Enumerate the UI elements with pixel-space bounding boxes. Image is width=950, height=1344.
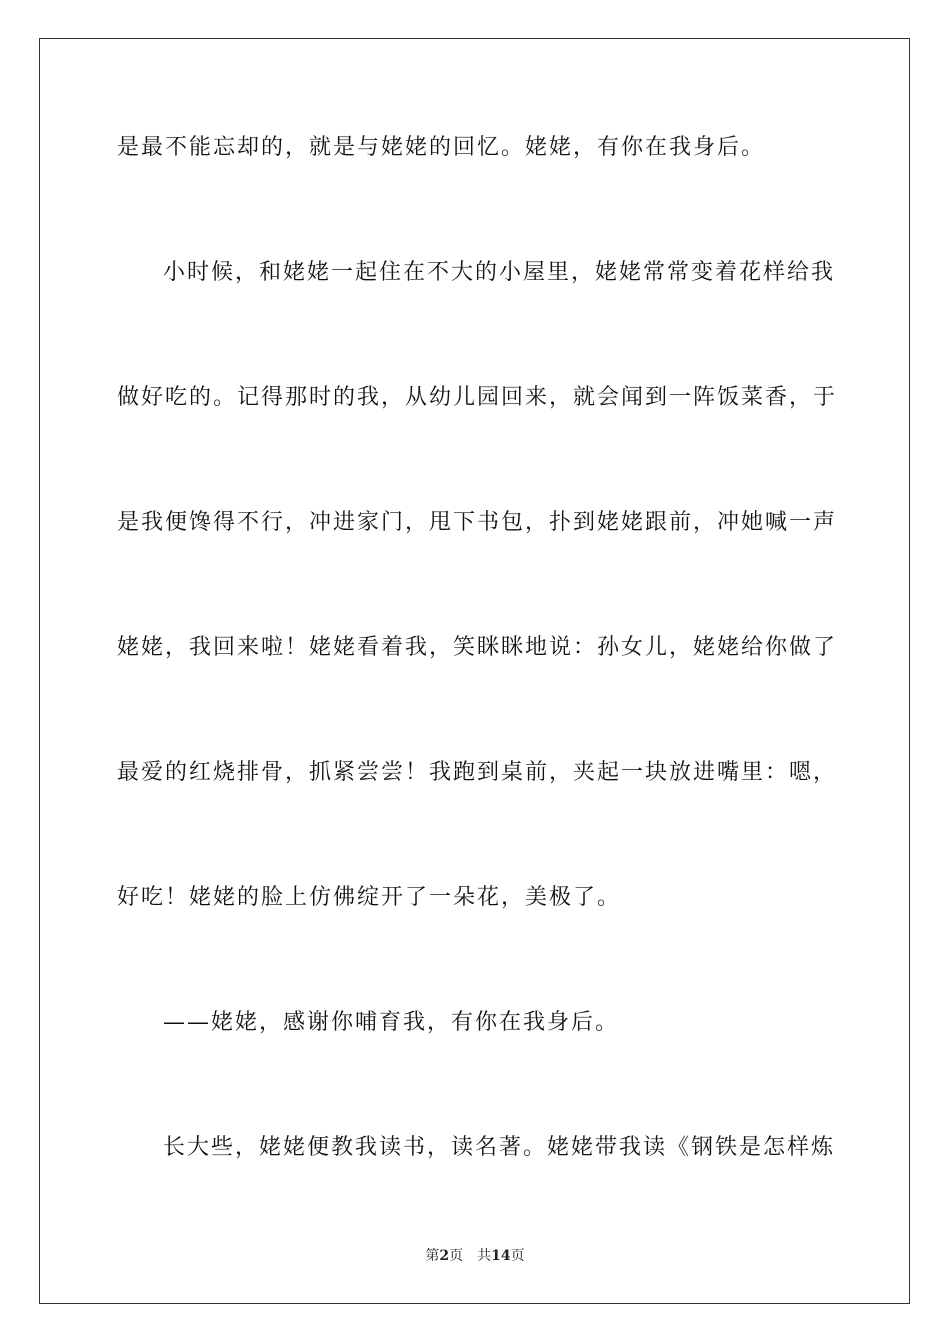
page-footer <box>0 1246 950 1266</box>
page-border <box>39 38 910 1304</box>
paragraph-line: 是最不能忘却的，就是与姥姥的回忆。姥姥，有你在我身后。 <box>117 135 766 160</box>
page-number-prefix: 第 <box>425 1248 440 1264</box>
page-total: 14 <box>491 1248 511 1264</box>
paragraph-line: 做好吃的。记得那时的我，从幼儿园回来，就会闻到一阵饭菜香，于 <box>117 385 838 410</box>
paragraph-line: 好吃！姥姥的脸上仿佛绽开了一朵花，美极了。 <box>117 885 622 910</box>
paragraph-line: ——姥姥，感谢你哺育我，有你在我身后。 <box>163 1010 620 1035</box>
paragraph-line: 长大些，姥姥便教我读书，读名著。姥姥带我读《钢铁是怎样炼 <box>163 1135 836 1160</box>
page-number: 2 <box>439 1248 450 1264</box>
paragraph-line: 最爱的红烧排骨，抓紧尝尝！我跑到桌前，夹起一块放进嘴里：嗯， <box>117 760 838 785</box>
paragraph-line: 小时候，和姥姥一起住在不大的小屋里，姥姥常常变着花样给我 <box>163 260 836 285</box>
page-total-suffix: 页 <box>510 1248 525 1264</box>
paragraph-line: 姥姥，我回来啦！姥姥看着我，笑眯眯地说：孙女儿，姥姥给你做了 <box>117 635 838 660</box>
page-number-suffix: 页 <box>449 1248 464 1264</box>
paragraph-line: 是我便馋得不行，冲进家门，甩下书包，扑到姥姥跟前，冲她喊一声 <box>117 510 838 535</box>
page-total-prefix: 共 <box>477 1248 492 1264</box>
